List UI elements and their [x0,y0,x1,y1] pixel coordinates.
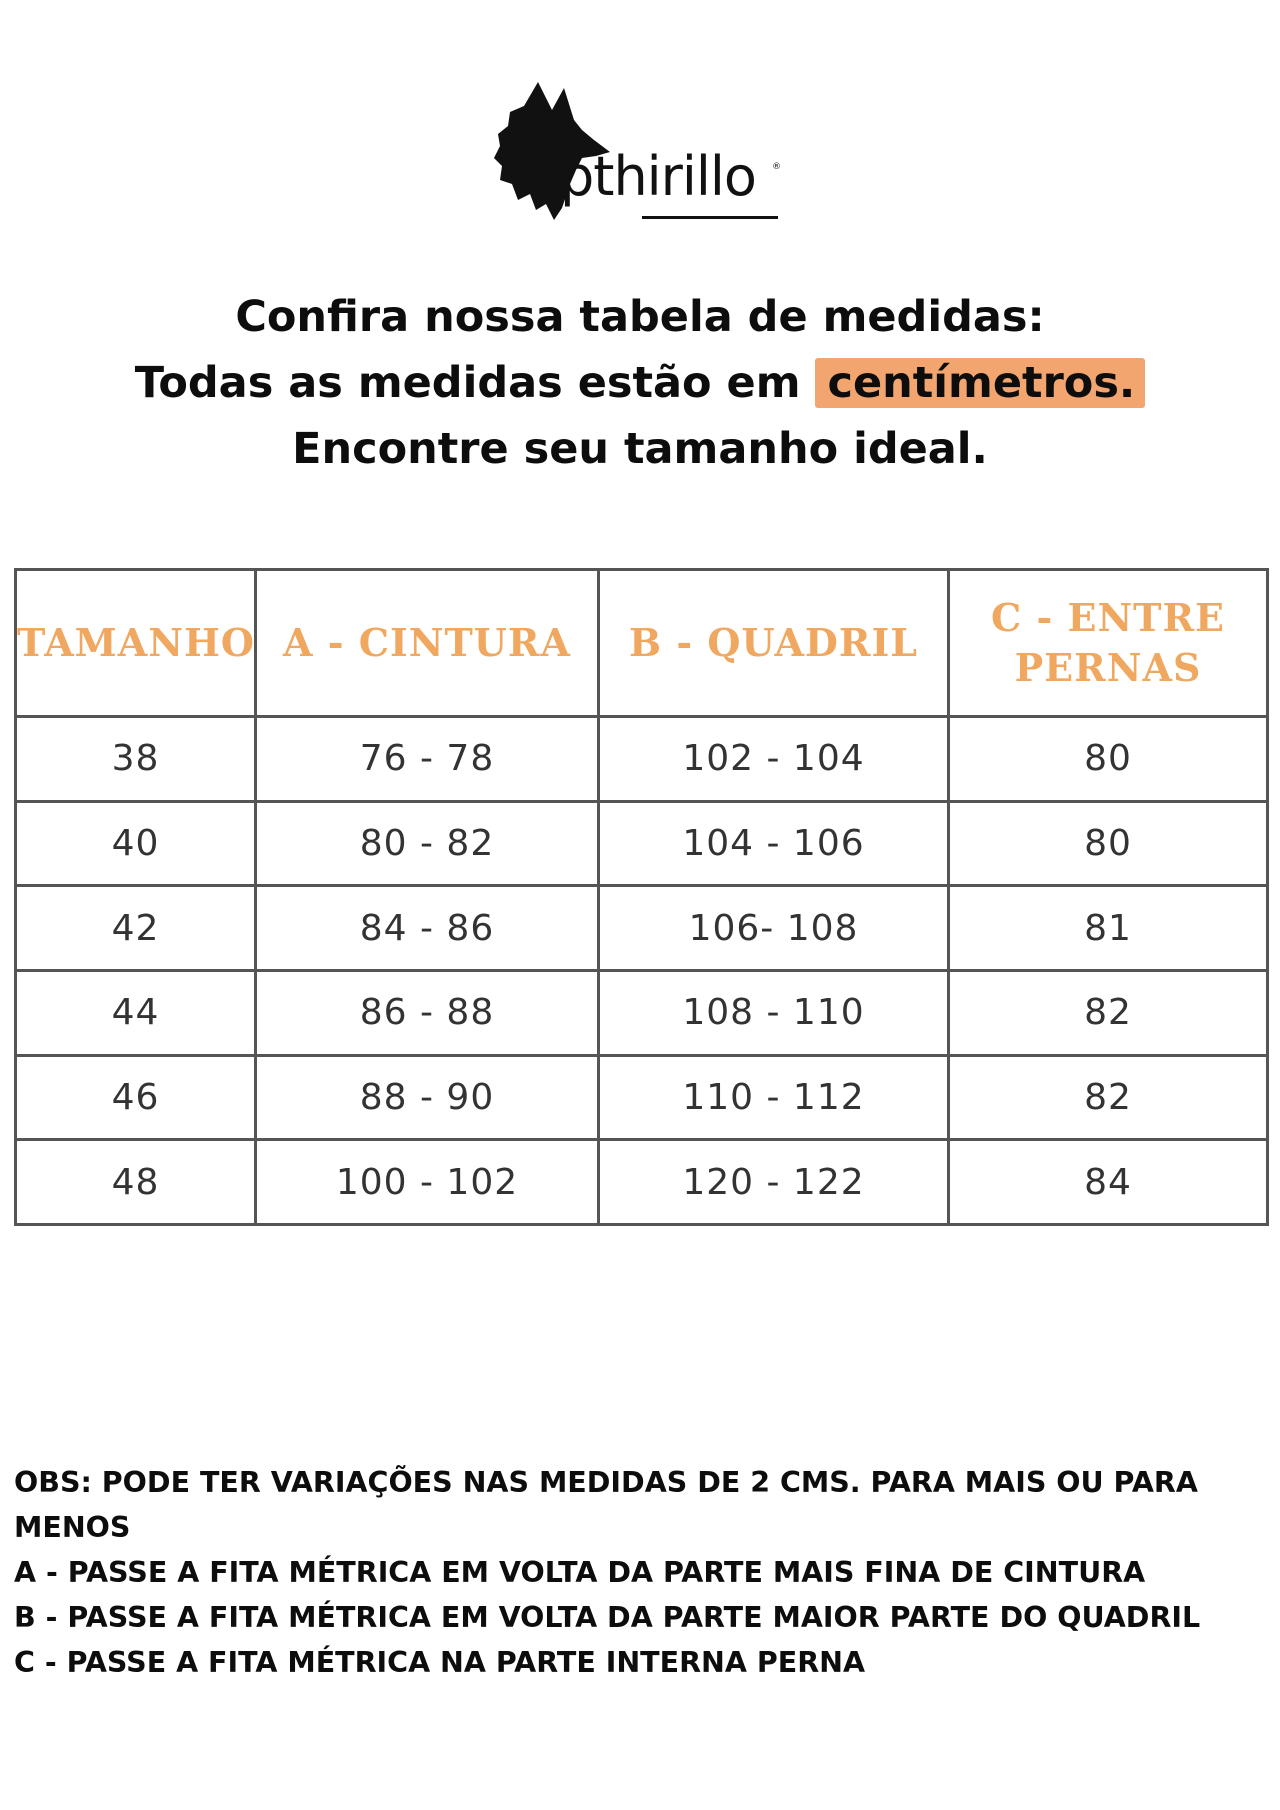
cell-waist: 86 - 88 [256,970,599,1055]
cell-hip: 120 - 122 [599,1140,949,1225]
brand-wordmark: pthirillo [560,145,756,208]
table-header-row [16,570,1268,717]
size-table [14,568,1269,1226]
cell-inseam: 82 [949,970,1268,1055]
column-header-inseam: C - ENTRE PERNAS [949,570,1268,717]
table-row [16,886,1268,971]
cell-hip: 108 - 110 [599,970,949,1055]
cell-hip: 110 - 112 [599,1055,949,1140]
cell-waist: 76 - 78 [256,717,599,802]
note-waist: A - PASSE A FITA MÉTRICA EM VOLTA DA PARTE MAIS FINA DE CINTURA [14,1556,1146,1589]
heading-line-3: Encontre seu tamanho ideal. [292,424,988,474]
cell-waist: 84 - 86 [256,886,599,971]
cell-inseam: 80 [949,801,1268,886]
cell-hip: 104 - 106 [599,801,949,886]
cell-hip: 106- 108 [599,886,949,971]
cell-inseam: 81 [949,886,1268,971]
cell-inseam: 82 [949,1055,1268,1140]
cell-waist: 100 - 102 [256,1140,599,1225]
heading-highlight: centímetros. [815,358,1145,408]
cell-hip: 102 - 104 [599,717,949,802]
column-header-size: TAMANHO [16,570,256,717]
cell-size: 44 [16,970,256,1055]
table-row [16,717,1268,802]
registered-mark: ® [772,162,781,172]
note-inseam: C - PASSE A FITA MÉTRICA NA PARTE INTERNA PERNA [14,1646,866,1679]
wordmark-underline [642,216,778,219]
table-row [16,801,1268,886]
cell-size: 46 [16,1055,256,1140]
note-obs: OBS: PODE TER VARIAÇÕES NAS MEDIDAS DE 2 CMS. PARA MAIS OU PARA MENOS [14,1466,1198,1544]
column-header-hip: B - QUADRIL [599,570,949,717]
cell-size: 48 [16,1140,256,1225]
measurement-notes [14,1460,1264,1685]
cell-waist: 80 - 82 [256,801,599,886]
heading-line-2-prefix: Todas as medidas estão em [134,358,816,408]
heading-line-1: Confira nossa tabela de medidas: [235,292,1045,342]
table-row [16,1055,1268,1140]
cell-inseam: 80 [949,717,1268,802]
cell-size: 40 [16,801,256,886]
note-hip: B - PASSE A FITA MÉTRICA EM VOLTA DA PARTE MAIOR PARTE DO QUADRIL [14,1601,1201,1634]
cell-waist: 88 - 90 [256,1055,599,1140]
page-heading [0,284,1280,482]
column-header-waist: A - CINTURA [256,570,599,717]
cell-size: 38 [16,717,256,802]
table-row [16,1140,1268,1225]
cell-inseam: 84 [949,1140,1268,1225]
heading-line-2 [0,350,1280,416]
table-row [16,970,1268,1055]
cell-size: 42 [16,886,256,971]
